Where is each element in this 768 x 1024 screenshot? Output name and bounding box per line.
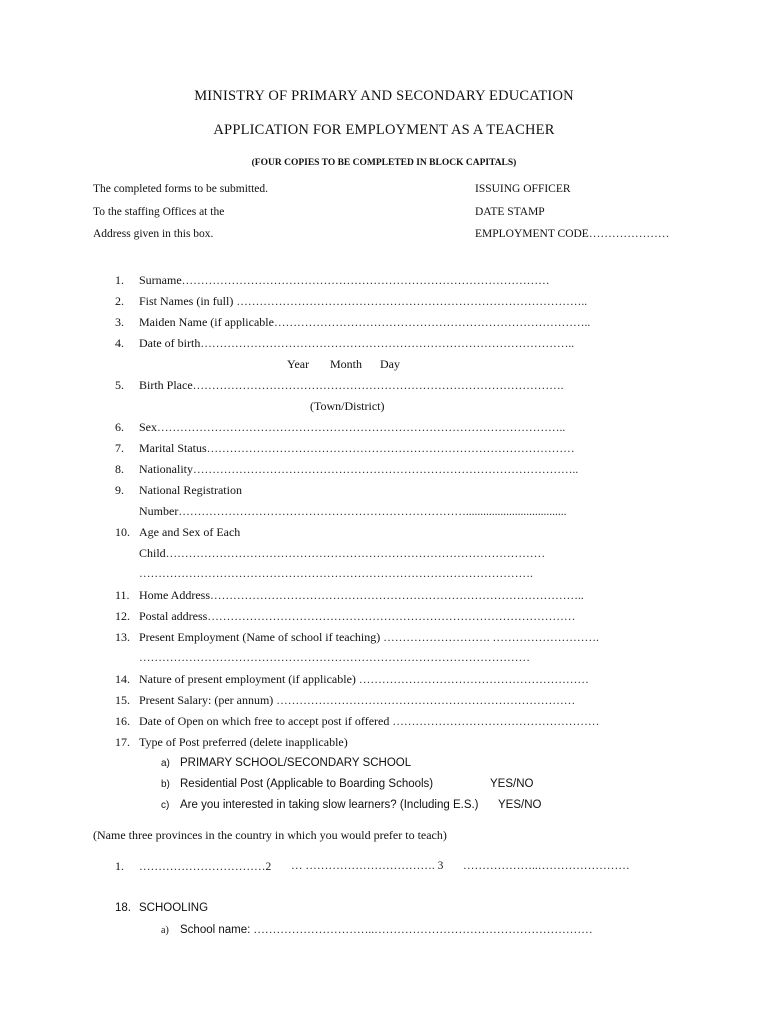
birth-place-dots: ……………………………………………………………………………………. [192, 380, 564, 392]
postal-address-label: Postal address [139, 609, 208, 623]
date-of-birth-field[interactable] [115, 335, 574, 352]
children-field[interactable] [139, 545, 545, 562]
item-number: 10. [115, 525, 130, 539]
school-name-field[interactable] [161, 921, 593, 939]
address-line-3: Address given in this box. [93, 228, 214, 240]
surname-field[interactable] [115, 272, 550, 289]
children-continuation-field[interactable]: …………………………………………………………………………………………. [139, 568, 533, 580]
date-stamp-label: DATE STAMP [475, 206, 545, 218]
marital-status-label: Marital Status [139, 441, 207, 455]
school-name-dots: …………………………..………………………………………………… [253, 924, 593, 936]
option-letter: a) [161, 925, 169, 936]
nationality-field[interactable] [115, 461, 578, 478]
item-number: 4. [115, 336, 124, 350]
dob-day-hint: Day [380, 357, 400, 371]
item-number: 13. [115, 630, 130, 644]
dob-month-hint: Month [330, 357, 363, 371]
child-label: Child [139, 546, 166, 560]
present-salary-dots: …………………………………………………………………… [276, 695, 576, 707]
province-1-dots: ……………………………2 [139, 861, 272, 873]
school-level-option: PRIMARY SCHOOL/SECONDARY SCHOOL [180, 757, 412, 769]
children-label-row [115, 524, 240, 540]
item-number: 7. [115, 441, 124, 455]
surname-label: Surname [139, 273, 182, 287]
address-line-1: The completed forms to be submitted. [93, 183, 269, 195]
post-type-option-a[interactable] [161, 755, 411, 772]
schooling-title: SCHOOLING [139, 902, 209, 914]
home-address-dots: …………………………………………………………………………………….. [210, 590, 584, 602]
postal-address-dots: …………………………………………………………………………………… [207, 611, 576, 623]
post-type-label: Type of Post preferred (delete inapplicable) [139, 735, 348, 749]
registration-number-label: Number [139, 504, 179, 518]
option-letter: a) [161, 758, 170, 769]
first-names-field[interactable] [115, 293, 587, 310]
available-date-dots: ……………………………………………… [392, 716, 600, 728]
national-registration-label: National Registration [139, 483, 242, 497]
school-name-label: School name: [180, 924, 251, 936]
children-dots: ……………………………………………………………………………………… [165, 548, 546, 560]
item-number: 1. [115, 273, 124, 287]
present-employment-continuation-field[interactable]: ………………………………………………………………………………………… [139, 652, 530, 664]
block-capitals-instruction: (FOUR COPIES TO BE COMPLETED IN BLOCK CAPITALS) [251, 158, 517, 168]
employment-code-label: EMPLOYMENT CODE [475, 228, 589, 240]
maiden-name-label: Maiden Name (if applicable [139, 315, 274, 329]
option-letter: b) [161, 779, 170, 790]
province-3-field[interactable]: ………………..…………………… [463, 860, 630, 872]
slow-learners-question: Are you interested in taking slow learners? (Including E.S.) [180, 799, 479, 811]
home-address-label: Home Address [139, 588, 210, 602]
dob-year-hint: Year [287, 357, 310, 371]
post-type-heading [115, 734, 348, 750]
form-title: APPLICATION FOR EMPLOYMENT AS A TEACHER [213, 122, 555, 138]
first-names-label: Fist Names (in full) [139, 294, 234, 308]
post-type-option-b [161, 776, 433, 793]
item-number: 17. [115, 735, 130, 749]
surname-dots: …………………………………………………………………………………… [181, 275, 550, 287]
present-salary-field[interactable] [115, 692, 575, 709]
item-number: 14. [115, 672, 130, 686]
date-of-birth-label: Date of birth [139, 336, 201, 350]
province-2-field[interactable]: … ……………………………. 3 [291, 860, 444, 872]
option-letter: c) [161, 800, 170, 811]
item-number: 12. [115, 609, 130, 623]
item-number: 9. [115, 483, 124, 497]
item-number: 8. [115, 462, 124, 476]
item-number: 2. [115, 294, 124, 308]
date-of-birth-dots: …………………………………………………………………………………….. [200, 338, 575, 350]
sex-dots: …………………………………………………………………………………………….. [157, 422, 566, 434]
marital-status-field[interactable] [115, 440, 575, 457]
residential-post-yes-no[interactable]: YES/NO [490, 778, 534, 790]
item-number: 1. [115, 859, 124, 873]
item-number: 5. [115, 378, 124, 392]
present-salary-label: Present Salary: (per annum) [139, 693, 274, 707]
present-employment-label: Present Employment (Name of school if teaching) [139, 630, 381, 644]
present-employment-field[interactable] [115, 629, 599, 646]
item-number: 11. [115, 588, 130, 602]
maiden-name-field[interactable] [115, 314, 590, 331]
province-1-field[interactable] [115, 858, 271, 875]
home-address-field[interactable] [115, 587, 584, 604]
provinces-note: (Name three provinces in the country in which you would prefer to teach) [93, 828, 447, 842]
post-type-option-c [161, 797, 479, 814]
ministry-heading: MINISTRY OF PRIMARY AND SECONDARY EDUCATION [194, 88, 574, 104]
item-number: 18. [115, 902, 131, 914]
issuing-officer-label: ISSUING OFFICER [475, 183, 571, 195]
first-names-dots: ……………………………………………………………………………….. [236, 296, 588, 308]
employment-code-field[interactable] [475, 226, 669, 242]
nature-of-employment-label: Nature of present employment (if applicable) [139, 672, 356, 686]
birth-place-hint: (Town/District) [310, 399, 385, 413]
item-number: 3. [115, 315, 124, 329]
marital-status-dots: …………………………………………………………………………………… [206, 443, 575, 455]
registration-number-dots: …………………………………………………………………................................... [178, 506, 567, 518]
present-employment-dots: ………………………. ………………………. [383, 632, 599, 644]
available-date-label: Date of Open on which free to accept post if offered [139, 714, 390, 728]
address-line-2: To the staffing Offices at the [93, 206, 225, 218]
employment-code-dots: ………………… [588, 228, 670, 240]
schooling-heading [115, 900, 208, 916]
sex-field[interactable] [115, 419, 565, 436]
available-date-field[interactable] [115, 713, 599, 730]
children-label: Age and Sex of Each [139, 525, 241, 539]
birth-place-label: Birth Place [139, 378, 193, 392]
item-number: 6. [115, 420, 124, 434]
item-number: 15. [115, 693, 130, 707]
national-registration-label-row [115, 482, 242, 498]
nature-of-employment-dots: …………………………………………………… [358, 674, 589, 686]
birth-place-field[interactable] [115, 377, 564, 394]
item-number: 16. [115, 714, 130, 728]
nationality-label: Nationality [139, 462, 193, 476]
sex-label: Sex [139, 420, 157, 434]
postal-address-field[interactable] [115, 608, 575, 625]
national-registration-number-field[interactable] [139, 503, 566, 520]
slow-learners-yes-no[interactable]: YES/NO [498, 799, 542, 811]
residential-post-label: Residential Post (Applicable to Boarding Schools) [180, 778, 434, 790]
nature-of-employment-field[interactable] [115, 671, 589, 688]
nationality-dots: ……………………………………………………………………………………….. [193, 464, 579, 476]
maiden-name-dots: ……………………………………………………………………….. [273, 317, 591, 329]
